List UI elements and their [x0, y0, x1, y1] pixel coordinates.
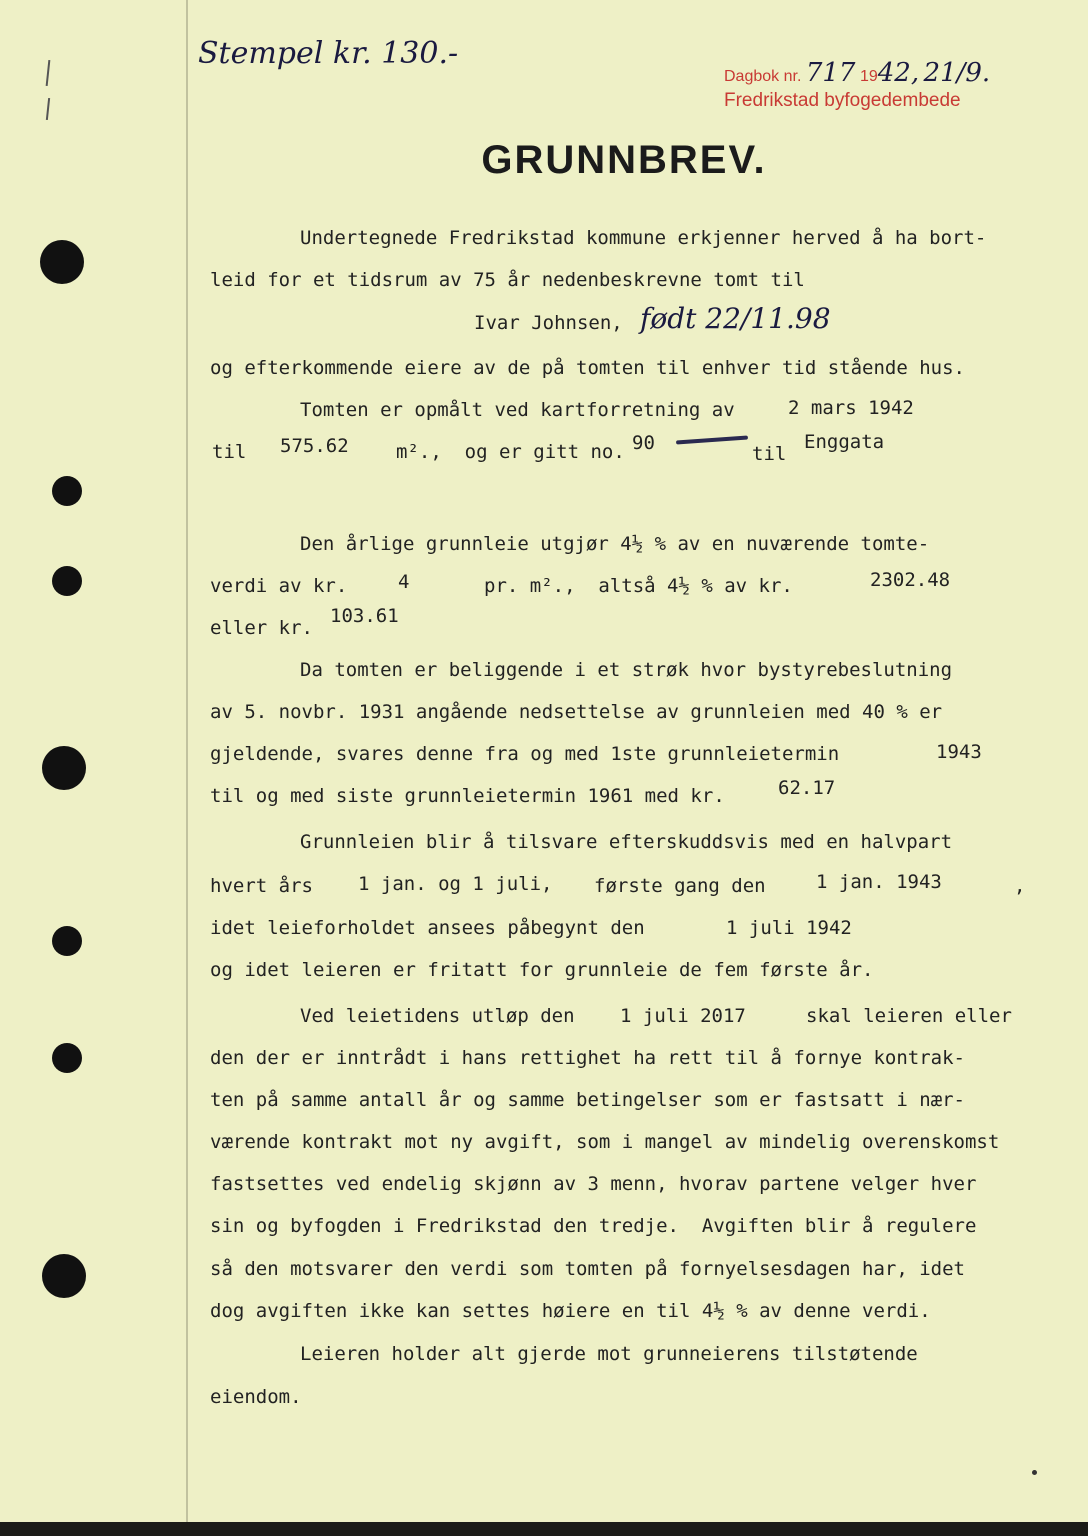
text-line: eiendom.: [210, 1386, 302, 1408]
text-line: Grunnleien blir å tilsvare efterskuddsvis med en halvpart: [300, 831, 953, 853]
registry-stamp: [724, 58, 1024, 122]
lease-end-date: 1 juli 2017: [620, 1005, 746, 1027]
text-segment: gjeldende, svares denne fra og med 1ste grunnleietermin: [210, 743, 840, 765]
document-title: GRUNNBREV.: [481, 138, 767, 182]
first-term-year: 1943: [936, 741, 982, 763]
text-line: sin og byfogden i Fredrikstad den tredje. Avgiften blir å regulere: [210, 1215, 977, 1237]
punch-hole: [42, 746, 86, 790]
text-segment: verdi av kr.: [210, 575, 348, 597]
text-line: Leieren holder alt gjerde mot grunneierens tilstøtende: [300, 1343, 918, 1365]
punch-hole: [52, 1043, 82, 1073]
text-segment: Tomten er opmålt ved kartforretning av: [300, 399, 735, 421]
stamp-fee-note: Stempel kr. 130.-: [198, 36, 459, 71]
lessee-name: Ivar Johnsen,: [474, 312, 623, 334]
pencil-mark: [46, 60, 51, 86]
lot-number: 90: [632, 432, 655, 454]
pencil-mark: [46, 98, 50, 120]
text-segment: skal leieren eller: [806, 1005, 1012, 1027]
text-line: så den motsvarer den verdi som tomten på fornyelsesdagen har, idet: [210, 1258, 965, 1280]
scan-border: [0, 1522, 1088, 1536]
annual-rent: 103.61: [330, 605, 399, 627]
text-line: Da tomten er beliggende i et strøk hvor bystyrebeslutning: [300, 659, 953, 681]
text-line: og efterkommende eiere av de på tomten til enhver tid stående hus.: [210, 357, 965, 379]
text-segment: første gang den: [594, 875, 766, 897]
reduced-rent: 62.17: [778, 777, 836, 799]
text-segment: eller kr.: [210, 617, 313, 639]
strikethrough-scribble: [676, 435, 748, 444]
text-line: dog avgiften ikke kan settes høiere en til 4½ % av denne verdi.: [210, 1300, 931, 1322]
stamp-dagbok-label: Dagbok nr.: [724, 68, 802, 85]
text-segment: til og med siste grunnleietermin 1961 med kr.: [210, 785, 725, 807]
street-name: Enggata: [804, 431, 885, 453]
stamp-year-value: 42,: [877, 58, 920, 88]
survey-date: 2 mars 1942: [788, 397, 914, 419]
text-segment: m²., og er gitt no.: [396, 441, 625, 463]
lot-area: 575.62: [280, 435, 349, 457]
text-line: fastsettes ved endelig skjønn av 3 menn, hvorav partene velger hver: [210, 1173, 977, 1195]
first-payment-date: 1 jan. 1943: [816, 871, 942, 893]
punch-hole: [52, 476, 82, 506]
lessee-birth: født 22/11.98: [640, 302, 831, 335]
punch-hole: [42, 1254, 86, 1298]
text-segment: Ved leietidens utløp den: [300, 1005, 575, 1027]
stamp-dagbok-number: 717: [805, 58, 856, 88]
total-value: 2302.48: [870, 569, 951, 591]
text-segment: pr. m²., altså 4½ % av kr.: [484, 575, 793, 597]
text-line: Undertegnede Fredrikstad kommune erkjenner herved å ha bort-: [300, 227, 987, 249]
text-segment: til: [752, 443, 787, 465]
punch-hole: [40, 240, 84, 284]
text-segment: ,: [1014, 875, 1026, 897]
punch-hole: [52, 566, 82, 596]
text-line: og idet leieren er fritatt for grunnleie de fem første år.: [210, 959, 874, 981]
text-segment: idet leieforholdet ansees påbegynt den: [210, 917, 645, 939]
payment-terms: 1 jan. og 1 juli,: [358, 873, 553, 895]
lease-start-date: 1 juli 1942: [726, 917, 852, 939]
margin-line: [186, 0, 188, 1522]
text-line: den der er inntrådt i hans rettighet ha rett til å fornye kontrak-: [210, 1047, 965, 1069]
corner-mark: [1032, 1470, 1037, 1475]
text-line: Den årlige grunnleie utgjør 4½ % av en nuværende tomte-: [300, 533, 930, 555]
text-line: av 5. novbr. 1931 angående nedsettelse av grunnleien med 40 % er: [210, 701, 943, 723]
text-segment: hvert års: [210, 875, 313, 897]
stamp-year-label: 19: [859, 68, 878, 85]
text-line: ten på samme antall år og samme betingelser som er fastsatt i nær-: [210, 1089, 965, 1111]
text-line: værende kontrakt mot ny avgift, som i mangel av mindelig overenskomst: [210, 1131, 1000, 1153]
punch-hole: [52, 926, 82, 956]
text-segment: til: [212, 441, 247, 463]
stamp-office: Fredrikstad byfogedembede: [724, 90, 961, 111]
value-per-m2: 4: [398, 571, 410, 593]
stamp-date: 21/9.: [923, 58, 991, 88]
text-line: leid for et tidsrum av 75 år nedenbeskrevne tomt til: [210, 269, 805, 291]
